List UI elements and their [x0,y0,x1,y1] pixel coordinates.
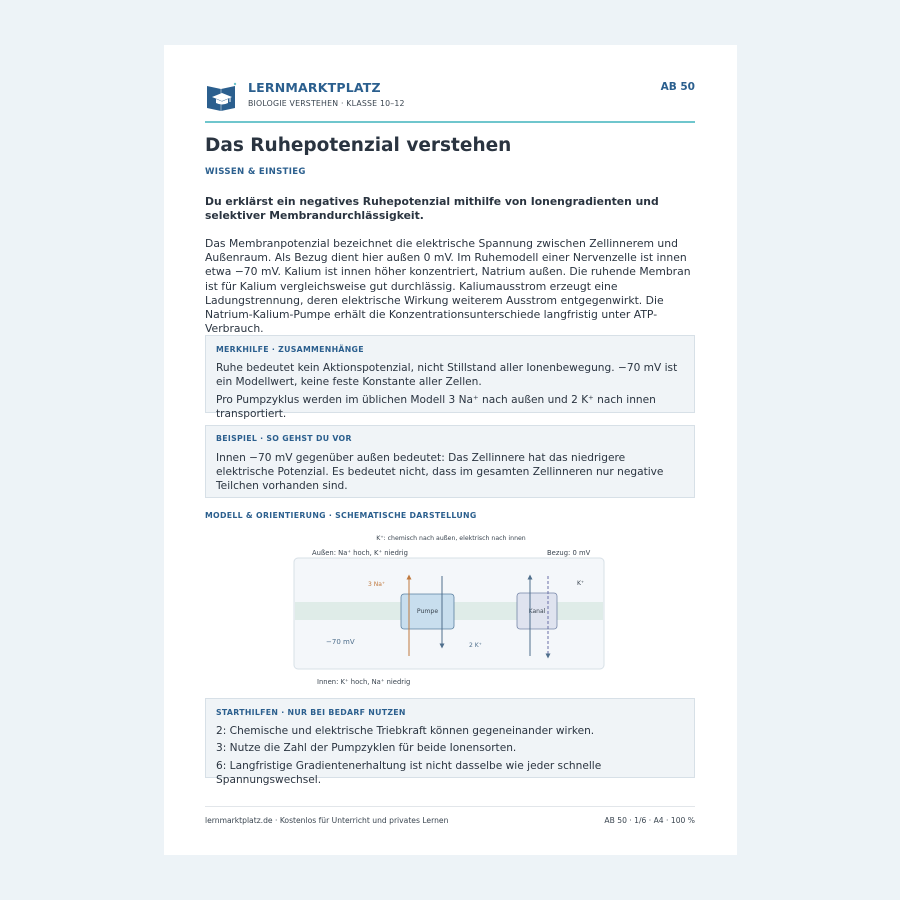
sheet-id: AB 50 [660,81,695,93]
footer-right: AB 50 · 1/6 · A4 · 100 % [604,816,695,825]
learning-objective: Du erklärst ein negatives Ruhepotenzial mithilfe von Ionengradienten und selektiver Membrandurchlässigkeit. [205,195,659,222]
diagram-top-note: K⁺: chemisch nach außen, elektrisch nach innen [376,535,526,542]
merkhilfe-box [205,335,695,420]
body-paragraph: Das Membranpotenzial bezeichnet die elektrische Spannung zwischen Zellinnerem und Außenraum. Als Bezug dient hier außen 0 mV. Im Ruhemodell einer Nervenzelle ist innen etwa −70 mV. Kalium ist innen höher konzentriert, Natrium außen. Die ruhende Membran ist für Kalium vergleichsweise gut durchlässig. Kaliumausstrom erzeugt eine Ladungstrennung, deren elektrische Wirkung weiterem Ausstrom entgegenwirkt. Die Natrium-Kalium-Pumpe erhält die Konzentrationsunterschiede langfristig unter ATP-Verbrauch. [205,237,691,336]
starthilfen-title: STARTHILFEN · NUR BEI BEDARF NUTZEN [216,708,406,717]
page-title: Das Ruhepotenzial verstehen [205,135,512,156]
merkhilfe-line: Pro Pumpzyklus werden im üblichen Modell 3 Na⁺ nach außen und 2 K⁺ nach innen transportiert. [216,394,656,420]
brand-subtitle: BIOLOGIE VERSTEHEN · KLASSE 10–12 [248,99,405,108]
model-section-title: MODELL & ORIENTIERUNG · SCHEMATISCHE DARSTELLUNG [205,511,477,520]
book-graduation-cap-icon [205,80,239,114]
starthilfe-line: 2: Chemische und elektrische Triebkraft können gegeneinander wirken. [216,725,595,737]
merkhilfe-title: MERKHILFE · ZUSAMMENHÄNGE [216,345,364,354]
potassium-channel-label: K⁺ [577,580,585,587]
outside-label: Außen: Na⁺ hoch, K⁺ niedrig [312,549,408,557]
pump-label: Pumpe [416,608,439,615]
channel-label: Kanal [528,608,546,615]
beispiel-box [205,425,695,498]
header-divider [205,121,695,123]
section-kicker: WISSEN & EINSTIEG [205,167,306,177]
starthilfe-line: 6: Langfristige Gradientenerhaltung ist nicht dasselbe wie jeder schnelle Spannungswechsel. [216,760,602,786]
worksheet-page [164,45,737,855]
beispiel-line: Innen −70 mV gegenüber außen bedeutet: Das Zellinnere hat das niedrigere elektrische Potenzial. Es bedeutet nicht, dass im gesamten Zellinneren nur negative Teilchen vorhanden sind. [216,452,664,492]
sodium-label: 3 Na⁺ [368,581,386,588]
potassium-pump-label: 2 K⁺ [469,642,482,649]
footer-divider [205,806,695,807]
inside-label: Innen: K⁺ hoch, Na⁺ niedrig [317,678,411,686]
header [205,80,695,122]
beispiel-title: BEISPIEL · SO GEHST DU VOR [216,434,352,443]
starthilfen-box [205,698,695,786]
reference-label: Bezug: 0 mV [547,549,591,557]
footer-left: lernmarktplatz.de · Kostenlos für Unterricht und privates Lernen [205,816,449,825]
membrane-potential-label: −70 mV [326,638,355,646]
starthilfe-line: 3: Nutze die Zahl der Pumpzyklen für beide Ionensorten. [216,742,517,754]
merkhilfe-line: Ruhe bedeutet kein Aktionspotenzial, nicht Stillstand aller Ionenbewegung. −70 mV ist ein Modellwert, keine feste Konstante aller Zellen. [216,362,678,388]
brand-name: LERNMARKTPLATZ [248,80,381,95]
membrane-diagram [289,530,614,690]
